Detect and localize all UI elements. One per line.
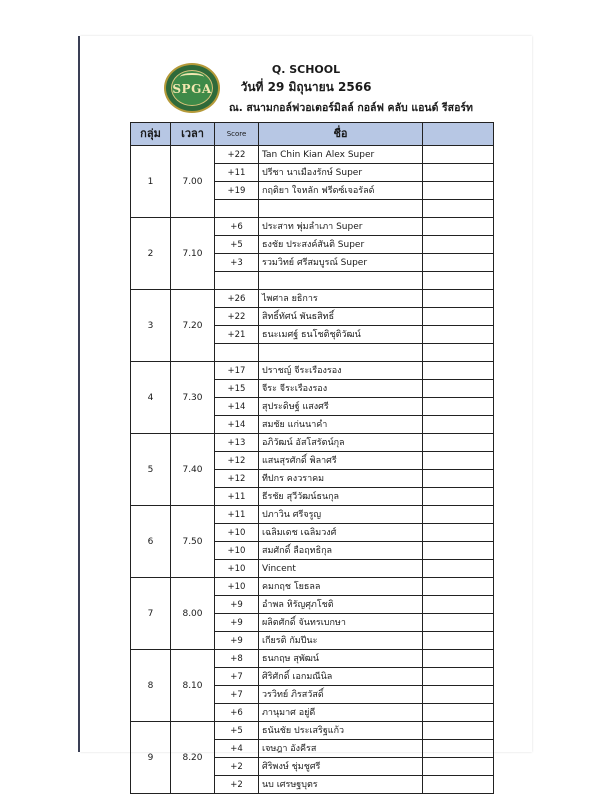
player-score: +2: [215, 758, 259, 776]
table-row: [131, 146, 494, 164]
player-score: [215, 200, 259, 218]
col-header-group: กลุ่ม: [131, 123, 171, 146]
player-score: +13: [215, 434, 259, 452]
player-name: สิทธิ์ทัศน์ พันธสิทธิ์: [259, 308, 423, 326]
table-row: [131, 362, 494, 380]
pairing-table: [130, 122, 494, 794]
player-score: +14: [215, 398, 259, 416]
table-row: [131, 650, 494, 668]
blank-cell: [423, 776, 494, 794]
player-score: +12: [215, 452, 259, 470]
player-name: ปภาวิน ศรีจรูญ: [259, 506, 423, 524]
player-name: สมชัย แก่นนาคำ: [259, 416, 423, 434]
blank-cell: [423, 524, 494, 542]
page-title: Q. SCHOOL: [271, 63, 341, 76]
player-name: เฉลิมเดช เฉลิมวงศ์: [259, 524, 423, 542]
group-number: 6: [131, 506, 171, 578]
player-score: +10: [215, 560, 259, 578]
blank-cell: [423, 398, 494, 416]
tee-time: 8.10: [171, 650, 215, 722]
player-name: Tan Chin Kian Alex Super: [259, 146, 423, 164]
group-number: 2: [131, 218, 171, 290]
tee-time: 7.00: [171, 146, 215, 218]
player-name: ธนะเมศฐ์ ธนโชติชุติวัฒน์: [259, 326, 423, 344]
player-name: ศิริพงษ์ ชุ่มชูศรี: [259, 758, 423, 776]
player-name: ประสาท พุ่มลำเภา Super: [259, 218, 423, 236]
player-score: +17: [215, 362, 259, 380]
player-score: +5: [215, 722, 259, 740]
tee-time: 7.30: [171, 362, 215, 434]
player-score: +6: [215, 218, 259, 236]
player-name: [259, 344, 423, 362]
blank-cell: [423, 362, 494, 380]
group-number: 8: [131, 650, 171, 722]
tee-time: 8.00: [171, 578, 215, 650]
player-name: ปรีชา นาเมืองรักษ์ Super: [259, 164, 423, 182]
col-header-blank: [423, 123, 494, 146]
blank-cell: [423, 740, 494, 758]
player-score: +19: [215, 182, 259, 200]
blank-cell: [423, 290, 494, 308]
col-header-time: เวลา: [171, 123, 215, 146]
player-score: +5: [215, 236, 259, 254]
player-score: +21: [215, 326, 259, 344]
blank-cell: [423, 560, 494, 578]
player-score: +9: [215, 632, 259, 650]
blank-cell: [423, 452, 494, 470]
player-score: +14: [215, 416, 259, 434]
blank-cell: [423, 578, 494, 596]
blank-cell: [423, 182, 494, 200]
player-score: +9: [215, 614, 259, 632]
blank-cell: [423, 704, 494, 722]
group-number: 4: [131, 362, 171, 434]
player-name: [259, 200, 423, 218]
player-score: +22: [215, 146, 259, 164]
player-name: Vincent: [259, 560, 423, 578]
player-name: อภิวัฒน์ อัสโสรัตน์กุล: [259, 434, 423, 452]
player-name: ธนกฤษ สุพัฒน์: [259, 650, 423, 668]
player-score: +6: [215, 704, 259, 722]
logo-text: SPGA: [172, 82, 212, 96]
player-score: [215, 344, 259, 362]
player-score: +15: [215, 380, 259, 398]
tee-time: 7.10: [171, 218, 215, 290]
player-name: ธีรชัย สุวีวัฒน์ธนกุล: [259, 488, 423, 506]
player-name: เกียรติ กัมปีนะ: [259, 632, 423, 650]
blank-cell: [423, 686, 494, 704]
player-name: ไพศาล ยธิการ: [259, 290, 423, 308]
col-header-name: ชื่อ: [259, 123, 423, 146]
player-name: อำพล หิรัญศุภโชติ: [259, 596, 423, 614]
table-row: [131, 434, 494, 452]
blank-cell: [423, 200, 494, 218]
player-name: คมกฤช โยธลล: [259, 578, 423, 596]
blank-cell: [423, 308, 494, 326]
player-name: วรวิทย์ ภิรสวัสดิ์: [259, 686, 423, 704]
blank-cell: [423, 434, 494, 452]
blank-cell: [423, 596, 494, 614]
group-number: 1: [131, 146, 171, 218]
player-name: ปราชญ์ จีระเรืองรอง: [259, 362, 423, 380]
player-name: จีระ จีระเรืองรอง: [259, 380, 423, 398]
blank-cell: [423, 542, 494, 560]
player-score: +11: [215, 506, 259, 524]
blank-cell: [423, 488, 494, 506]
blank-cell: [423, 326, 494, 344]
blank-cell: [423, 758, 494, 776]
group-number: 7: [131, 578, 171, 650]
player-name: ผลิตศักดิ์ จันทรเบกษา: [259, 614, 423, 632]
blank-cell: [423, 344, 494, 362]
blank-cell: [423, 470, 494, 488]
player-score: +11: [215, 164, 259, 182]
player-score: +8: [215, 650, 259, 668]
table-row: [131, 722, 494, 740]
table-header-row: [131, 123, 494, 146]
blank-cell: [423, 668, 494, 686]
table-row: [131, 290, 494, 308]
player-score: +11: [215, 488, 259, 506]
group-number: 9: [131, 722, 171, 794]
blank-cell: [423, 164, 494, 182]
player-name: เจษฎา อังคีรส: [259, 740, 423, 758]
player-score: +22: [215, 308, 259, 326]
player-score: +7: [215, 686, 259, 704]
player-name: นบ เศรษฐบุตร: [259, 776, 423, 794]
table-row: [131, 578, 494, 596]
player-name: ทีปกร คงวราคม: [259, 470, 423, 488]
tee-time: 7.20: [171, 290, 215, 362]
player-name: ธงชัย ประสงค์สันติ Super: [259, 236, 423, 254]
player-score: +10: [215, 578, 259, 596]
table-row: [131, 506, 494, 524]
blank-cell: [423, 722, 494, 740]
group-number: 3: [131, 290, 171, 362]
player-name: สุประดิษฐ์ แสงศรี: [259, 398, 423, 416]
table-row: [131, 218, 494, 236]
blank-cell: [423, 416, 494, 434]
tee-time: 7.40: [171, 434, 215, 506]
player-score: +7: [215, 668, 259, 686]
player-score: +12: [215, 470, 259, 488]
col-header-score: Score: [215, 123, 259, 146]
blank-cell: [423, 614, 494, 632]
blank-cell: [423, 146, 494, 164]
player-score: +10: [215, 524, 259, 542]
event-venue: ณ. สนามกอล์ฟวอเตอร์มิลล์ กอล์ฟ คลับ แอนด์ รีสอร์ท: [229, 102, 473, 114]
table-body: [131, 146, 494, 794]
player-score: +4: [215, 740, 259, 758]
blank-cell: [423, 380, 494, 398]
player-name: กฤติยา ใจหลัก ฟรีดซ์เจอรัลด์: [259, 182, 423, 200]
player-score: +2: [215, 776, 259, 794]
blank-cell: [423, 506, 494, 524]
tee-time: 7.50: [171, 506, 215, 578]
player-name: แสนสุรศักดิ์ พิลาศรี: [259, 452, 423, 470]
blank-cell: [423, 254, 494, 272]
blank-cell: [423, 218, 494, 236]
blank-cell: [423, 632, 494, 650]
player-score: +26: [215, 290, 259, 308]
player-name: ภานุมาศ อยู่ดี: [259, 704, 423, 722]
blank-cell: [423, 650, 494, 668]
player-name: รวมวิทย์ ศรีสมบูรณ์ Super: [259, 254, 423, 272]
event-date: วันที่ 29 มิถุนายน 2566: [240, 80, 372, 94]
player-name: [259, 272, 423, 290]
player-name: สมศักดิ์ ลือฤทธิกุล: [259, 542, 423, 560]
group-number: 5: [131, 434, 171, 506]
blank-cell: [423, 272, 494, 290]
tee-time: 8.20: [171, 722, 215, 794]
player-score: +9: [215, 596, 259, 614]
player-score: +10: [215, 542, 259, 560]
player-score: +3: [215, 254, 259, 272]
blank-cell: [423, 236, 494, 254]
player-score: [215, 272, 259, 290]
player-name: ธนันชัย ประเสริฐแก้ว: [259, 722, 423, 740]
player-name: ศิริศักดิ์ เอกมณีนิล: [259, 668, 423, 686]
